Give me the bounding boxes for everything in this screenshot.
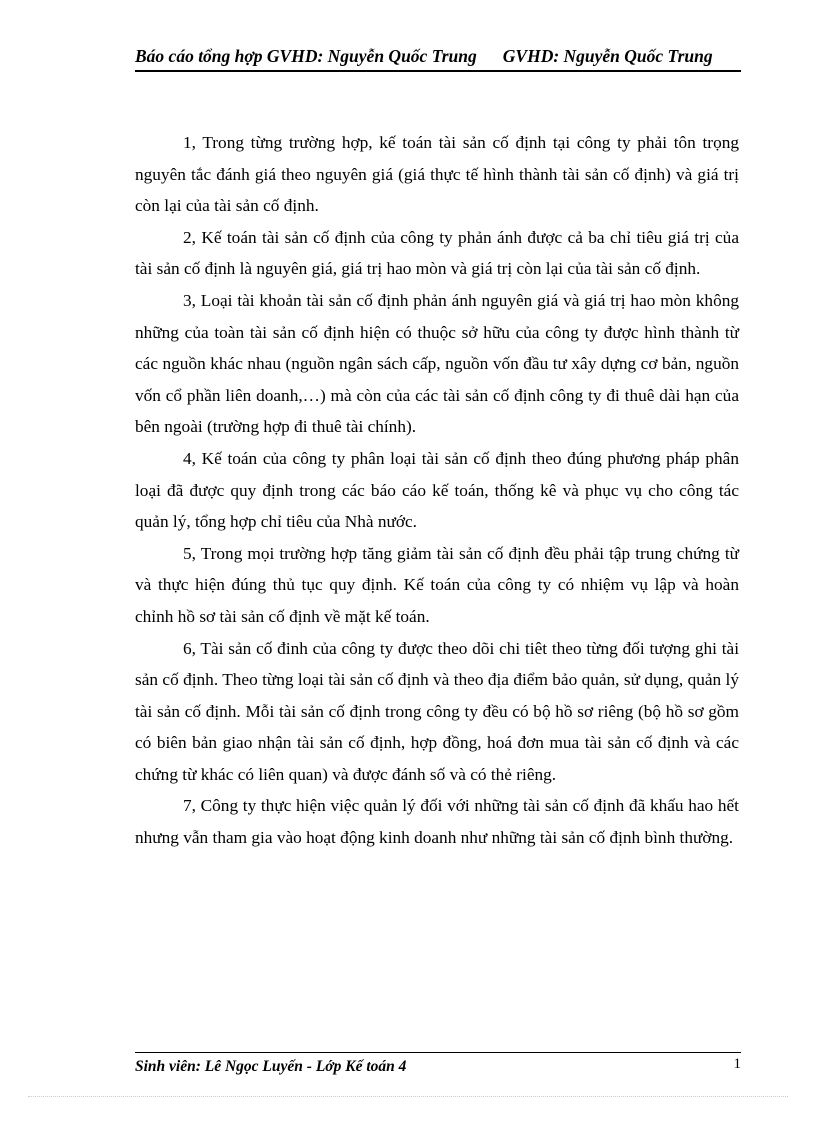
page-header xyxy=(135,44,741,72)
page-number: 1 xyxy=(733,1056,741,1072)
paragraph-6: 6, Tài sản cố đinh của công ty được theo dõi chi tiêt theo từng đối tượng ghi tài sản cố định. Theo từng loại tài sản cố định và theo địa điểm bảo quản, sử dụng, quản lý tài sản cố định. Mỗi tài sản cố định trong công ty đều có bộ hồ sơ riêng (bộ hồ sơ gồm có biên bản giao nhận tài sản cố định, hợp đồng, hoá đơn mua tài sản cố định và các chứng từ khác có liên quan) và được đánh số và có thẻ riêng. xyxy=(135,638,739,784)
paragraph-4: 4, Kế toán của công ty phân loại tài sản cố định theo đúng phương pháp phân loại đã được quy định trong các báo cáo kế toán, thống kê và phục vụ cho công tác quản lý, tổng hợp chỉ tiêu của Nhà nước. xyxy=(135,448,739,532)
paragraph-2: 2, Kế toán tài sản cố định của công ty phản ánh được cả ba chỉ tiêu giá trị của tài sản cố định là nguyên giá, giá trị hao mòn và giá trị còn lại của tài sản cố định. xyxy=(135,227,739,279)
footer-student-info: Sinh viên: Lê Ngọc Luyến - Lớp Kế toán 4 xyxy=(135,1058,407,1075)
paragraph-1: 1, Trong từng trường hợp, kế toán tài sản cố định tại công ty phải tôn trọng nguyên tắc đánh giá theo nguyên giá (giá thực tế hình thành tài sản cố định) và giá trị còn lại của tài sản cố định. xyxy=(135,133,739,216)
paragraph-5: 5, Trong mọi trường hợp tăng giảm tài sản cố định đều phải tập trung chứng từ và thực hiện đúng thủ tục quy định. Kế toán của công ty có nhiệm vụ lập và hoàn chỉnh hồ sơ tài sản cố định về mặt kế toán. xyxy=(135,543,739,626)
header-title-left: Báo cáo tổng hợp GVHD: Nguyễn Quốc Trung xyxy=(135,46,477,66)
paragraph-3: 3, Loại tài khoản tài sản cố định phản ánh nguyên giá và giá trị hao mòn không những của toàn tài sản cố định hiện có thuộc sở hữu của công ty được hình thành từ các nguồn khác nhau (nguồn ngân sách cấp, nguồn vốn đầu tư xây dựng cơ bản, nguồn vốn cổ phần liên doanh,…) mà còn của các tài sản cố định công ty đi thuê dài hạn của bên ngoài (trường hợp đi thuê tài chính). xyxy=(135,290,739,437)
document-body xyxy=(135,127,739,854)
page-footer xyxy=(135,1052,741,1077)
paragraph-7: 7, Công ty thực hiện việc quản lý đối với những tài sản cố định đã khấu hao hết nhưng vẫn tham gia vào hoạt động kinh doanh như những tài sản cố định bình thường. xyxy=(135,796,739,848)
page-edge-dotted-line xyxy=(28,1096,788,1097)
header-title-right: GVHD: Nguyễn Quốc Trung xyxy=(502,46,713,66)
